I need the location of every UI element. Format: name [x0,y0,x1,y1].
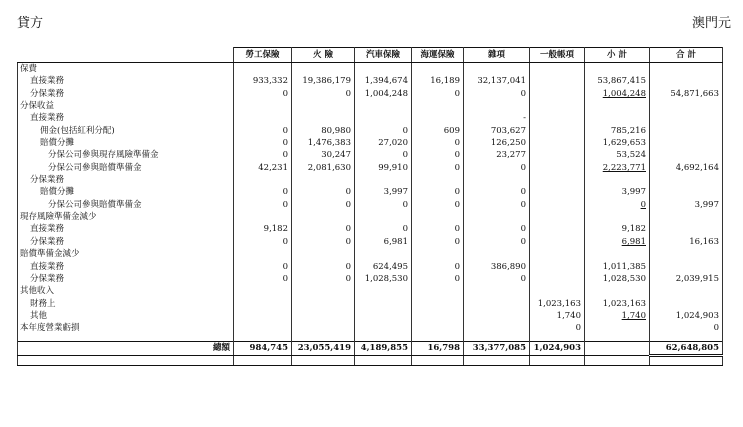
total-cell: 16,798 [412,341,464,355]
total-cell: 4,189,855 [355,341,412,355]
table-cell [650,261,723,273]
table-cell [292,322,355,334]
footer-cell [530,355,585,365]
table-cell: 0 [464,186,530,198]
table-cell: 0 [530,322,585,334]
table-cell [292,211,355,223]
table-row [18,298,723,310]
credit-ledger-table [17,47,723,366]
table-cell: 0 [464,223,530,235]
table-cell [464,285,530,297]
table-row [18,199,723,211]
table-cell [292,174,355,186]
footer-cell [292,355,355,365]
table-cell [234,112,292,124]
table-cell [585,174,650,186]
table-cell: 0 [355,125,412,137]
total-cell [585,341,650,355]
table-cell [355,112,412,124]
table-cell [234,310,292,322]
footer-cell [18,355,234,365]
col-header: 合 計 [650,48,723,63]
table-cell [530,223,585,235]
table-cell: 0 [412,261,464,273]
table-cell [292,285,355,297]
table-cell: 1,740 [585,310,650,322]
total-cell: 62,648,805 [650,341,723,355]
table-cell: 9,182 [585,223,650,235]
row-label: 佣金(包括紅利分配) [18,125,234,137]
row-label: 分保收益 [18,100,234,112]
table-cell: 3,997 [650,199,723,211]
table-cell [412,174,464,186]
table-cell [530,137,585,149]
table-cell: 1,023,163 [530,298,585,310]
table-cell [355,322,412,334]
table-cell [650,174,723,186]
table-cell [530,211,585,223]
row-label: 賠償分攤 [18,186,234,198]
table-cell [530,199,585,211]
table-cell [585,63,650,76]
table-cell: 0 [234,273,292,285]
table-cell [292,112,355,124]
table-cell: 1,476,383 [292,137,355,149]
table-cell [412,248,464,260]
table-cell: 53,524 [585,149,650,161]
table-cell [412,285,464,297]
row-label: 本年度營業虧損 [18,322,234,334]
currency-unit-label: 澳門元 [691,16,731,31]
table-cell: 2,223,771 [585,162,650,174]
table-cell: 0 [234,88,292,100]
table-row [18,125,723,137]
table-row [18,137,723,149]
table-cell [650,211,723,223]
table-cell: 0 [412,199,464,211]
table-cell [234,63,292,76]
table-cell [585,322,650,334]
row-label: 直接業務 [18,75,234,87]
table-cell [355,248,412,260]
table-cell: 0 [292,236,355,248]
row-label: 分保公司參與現存風險準備金 [18,149,234,161]
table-cell [464,211,530,223]
row-label: 分保業務 [18,273,234,285]
table-cell: 703,627 [464,125,530,137]
table-cell: 0 [464,236,530,248]
footer-cell [585,355,650,365]
table-cell [585,248,650,260]
table-cell [412,63,464,76]
table-cell [650,100,723,112]
currency-side-label: 貸方 [17,16,44,31]
table-cell [355,285,412,297]
table-row [18,100,723,112]
table-cell: 2,081,630 [292,162,355,174]
table-cell: 4,692,164 [650,162,723,174]
row-label: 分保公司參與賠償準備金 [18,162,234,174]
table-cell: 1,004,248 [355,88,412,100]
table-cell [650,149,723,161]
col-header: 雜項 [464,48,530,63]
table-cell [650,75,723,87]
table-row [18,88,723,100]
table-cell [412,100,464,112]
total-cell: 984,745 [234,341,292,355]
table-cell [585,285,650,297]
table-cell: 0 [292,88,355,100]
row-label: 其他 [18,310,234,322]
table-cell: 0 [412,236,464,248]
row-label: 直接業務 [18,261,234,273]
table-cell [234,211,292,223]
table-cell [530,75,585,87]
table-cell [650,248,723,260]
table-cell: 0 [464,162,530,174]
table-cell: 0 [412,149,464,161]
table-cell: 16,189 [412,75,464,87]
table-cell: 1,011,385 [585,261,650,273]
table-cell: 0 [234,199,292,211]
col-header: 勞工保險 [234,48,292,63]
table-cell [530,112,585,124]
table-row [18,285,723,297]
row-label: 保費 [18,63,234,76]
row-label: 賠償分攤 [18,137,234,149]
table-cell: 0 [464,199,530,211]
table-cell [530,174,585,186]
footer-cell [464,355,530,365]
table-cell: 6,981 [585,236,650,248]
col-header: 小 計 [585,48,650,63]
col-header: 一般帳項 [530,48,585,63]
table-cell: 1,629,653 [585,137,650,149]
table-cell [650,186,723,198]
table-cell: 1,023,163 [585,298,650,310]
table-cell [585,211,650,223]
row-label: 直接業務 [18,223,234,235]
row-label: 分保公司參與賠償準備金 [18,199,234,211]
table-row [18,186,723,198]
row-label: 分保業務 [18,236,234,248]
table-cell: 0 [234,137,292,149]
table-cell [530,285,585,297]
table-cell [234,298,292,310]
table-cell [650,285,723,297]
table-cell [355,174,412,186]
col-header: 火 險 [292,48,355,63]
table-cell [650,298,723,310]
table-cell [585,112,650,124]
table-cell [355,298,412,310]
total-row [18,341,723,355]
table-cell [355,100,412,112]
table-cell: 30,247 [292,149,355,161]
table-cell [650,112,723,124]
header-blank [18,48,234,63]
table-cell: 0 [355,223,412,235]
table-row [18,322,723,334]
table-cell [464,298,530,310]
table-cell: 0 [234,149,292,161]
table-cell: 0 [234,186,292,198]
table-row [18,63,723,76]
table-cell [464,248,530,260]
table-cell: 0 [412,137,464,149]
table-row [18,75,723,87]
table-cell: 27,020 [355,137,412,149]
col-header: 海運保險 [412,48,464,63]
table-cell: 0 [412,273,464,285]
table-cell: 1,024,903 [650,310,723,322]
table-cell: 1,028,530 [585,273,650,285]
table-cell: 99,910 [355,162,412,174]
ledger-body [18,63,723,366]
table-cell: 1,028,530 [355,273,412,285]
table-cell [355,310,412,322]
table-cell [355,211,412,223]
table-cell [464,63,530,76]
table-cell: 126,250 [464,137,530,149]
total-cell: 23,055,419 [292,341,355,355]
table-cell [412,310,464,322]
table-row [18,248,723,260]
table-cell [585,100,650,112]
table-cell: 0 [234,125,292,137]
table-cell: 19,386,179 [292,75,355,87]
table-cell [234,322,292,334]
table-cell: 9,182 [234,223,292,235]
table-cell: 80,980 [292,125,355,137]
table-cell: 0 [234,236,292,248]
table-cell: 53,867,415 [585,75,650,87]
footer-cell [234,355,292,365]
table-cell [530,125,585,137]
table-cell: 0 [464,273,530,285]
table-cell [412,211,464,223]
table-cell: 6,981 [355,236,412,248]
table-cell: 785,216 [585,125,650,137]
table-cell: 0 [464,88,530,100]
table-cell: 1,740 [530,310,585,322]
table-cell: 0 [355,199,412,211]
table-cell [530,63,585,76]
table-cell [530,261,585,273]
table-cell [530,248,585,260]
table-cell: 0 [585,199,650,211]
table-cell [292,63,355,76]
table-cell [464,174,530,186]
table-cell [530,100,585,112]
table-row [18,273,723,285]
table-cell [292,298,355,310]
footer-row [18,355,723,365]
table-cell: 609 [412,125,464,137]
table-cell: 0 [412,162,464,174]
footer-cell [355,355,412,365]
table-cell [234,248,292,260]
table-cell [650,125,723,137]
total-label: 總額 [18,341,234,355]
table-cell [234,100,292,112]
table-cell: 0 [292,223,355,235]
table-row [18,174,723,186]
table-cell [464,310,530,322]
table-cell: 0 [355,149,412,161]
table-cell: - [464,112,530,124]
col-header: 汽車保險 [355,48,412,63]
table-cell [650,137,723,149]
table-cell: 0 [292,199,355,211]
table-cell [355,63,412,76]
total-cell: 33,377,085 [464,341,530,355]
table-row [18,149,723,161]
row-label: 財務上 [18,298,234,310]
table-cell: 32,137,041 [464,75,530,87]
table-cell [412,112,464,124]
table-cell: 624,495 [355,261,412,273]
table-cell [530,162,585,174]
row-label: 分保業務 [18,88,234,100]
table-cell [464,322,530,334]
table-cell: 0 [412,223,464,235]
table-cell [530,236,585,248]
table-cell: 0 [292,186,355,198]
table-cell: 0 [234,261,292,273]
table-cell: 0 [292,261,355,273]
table-cell [530,88,585,100]
table-cell: 1,394,674 [355,75,412,87]
table-cell: 0 [292,273,355,285]
table-cell: 1,004,248 [585,88,650,100]
table-cell [292,100,355,112]
table-cell: 3,997 [585,186,650,198]
table-cell [530,149,585,161]
column-header-row [18,48,723,63]
table-cell [530,273,585,285]
table-cell: 42,231 [234,162,292,174]
table-cell: 0 [412,186,464,198]
footer-cell [650,355,723,365]
table-row [18,310,723,322]
table-cell [234,285,292,297]
table-row [18,236,723,248]
footer-cell [412,355,464,365]
row-label: 現存風險準備金減少 [18,211,234,223]
table-cell [650,223,723,235]
table-cell: 54,871,663 [650,88,723,100]
table-cell [412,298,464,310]
table-cell [412,322,464,334]
table-cell [292,310,355,322]
table-cell: 386,890 [464,261,530,273]
row-label: 直接業務 [18,112,234,124]
table-cell [464,100,530,112]
table-cell: 16,163 [650,236,723,248]
table-row [18,112,723,124]
table-cell [292,248,355,260]
row-label: 分保業務 [18,174,234,186]
total-cell: 1,024,903 [530,341,585,355]
table-cell [234,174,292,186]
table-cell: 2,039,915 [650,273,723,285]
table-cell: 0 [650,322,723,334]
table-cell [650,63,723,76]
table-cell [530,186,585,198]
table-row [18,223,723,235]
row-label: 賠償準備金減少 [18,248,234,260]
table-row [18,211,723,223]
table-row [18,162,723,174]
row-label: 其他收入 [18,285,234,297]
table-row [18,261,723,273]
table-cell: 933,332 [234,75,292,87]
table-cell: 0 [412,88,464,100]
table-cell: 3,997 [355,186,412,198]
table-cell: 23,277 [464,149,530,161]
